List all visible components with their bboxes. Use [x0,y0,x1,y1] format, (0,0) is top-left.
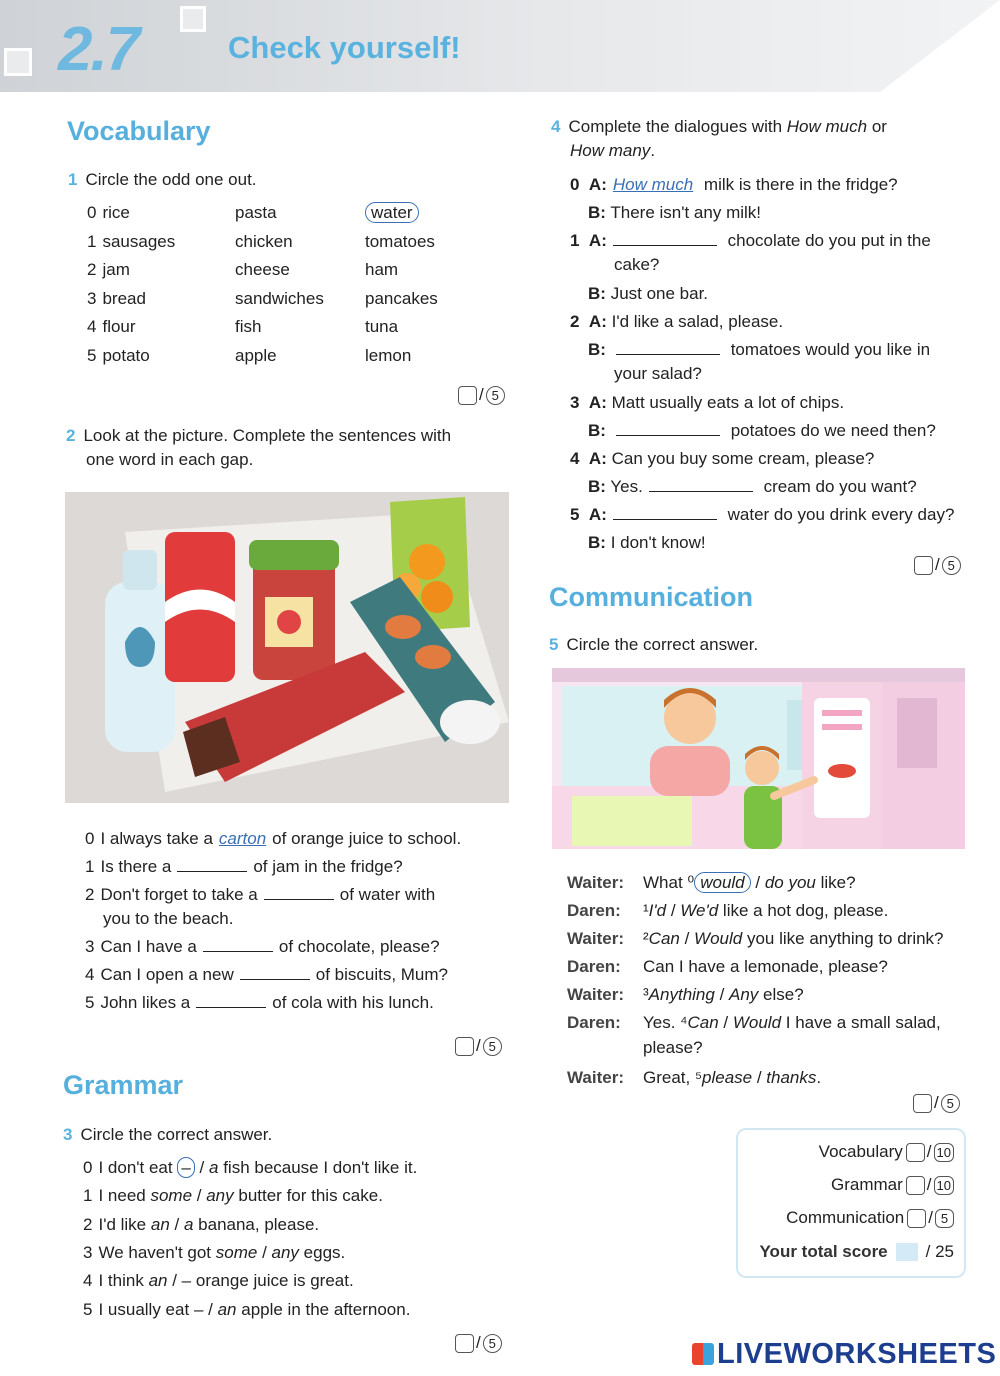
q5-line-5: Daren: Yes. ⁴Can / Would I have a small salad, [567,1013,941,1032]
q2-instruction-cont: one word in each gap. [86,450,254,469]
q4-instruction-cont: How many. [570,141,656,160]
decor-square [180,6,206,32]
option[interactable]: Any [729,985,759,1004]
option[interactable]: some [215,1242,258,1262]
header-banner [0,0,1000,92]
answer-gap[interactable] [616,421,720,436]
decor-square [4,48,32,76]
option[interactable]: an [150,1214,170,1234]
option[interactable]: an [217,1299,237,1319]
score-input-box[interactable] [914,556,933,575]
q2-sentence-0: 0 I always take a carton of orange juice to school. [85,829,462,848]
q4-dialogue-2-b-cont: your salad? [614,364,702,383]
q4-dialogue-1-b: B: Just one bar. [588,284,709,303]
q3-sentence-1: 1 I need some / any butter for this cake. [83,1186,383,1206]
total-row-score: Your total score / 25 [759,1242,954,1261]
q1-word: pasta [235,203,277,222]
option[interactable]: Would [732,1013,782,1032]
q3-instruction: 3 Circle the correct answer. [63,1125,273,1144]
score-input-box[interactable] [455,1037,474,1056]
q2-score: / 5 [455,1036,502,1056]
answer-gap[interactable] [177,857,247,872]
total-score-input[interactable] [896,1243,918,1261]
option[interactable]: a [208,1158,219,1177]
q5-line-3: Daren: Can I have a lemonade, please? [567,957,888,976]
liveworksheets-logo: LIVEWORKSHEETS [692,1338,996,1371]
q3-sentence-4: 4 I think an / – orange juice is great. [83,1271,354,1291]
q1-word: 2 jam [87,260,130,279]
q4-dialogue-5-a: 5 A: water do you drink every day? [570,505,955,524]
q5-line-5-cont: please? [643,1038,703,1057]
q5-line-4: Waiter: ³Anything / Any else? [567,985,804,1004]
option[interactable]: Anything [648,985,715,1004]
answer-gap[interactable] [264,885,334,900]
q4-dialogue-0-a: 0 A: How much milk is there in the fridge? [570,175,898,194]
option[interactable]: Can [687,1013,719,1032]
score-input-box[interactable] [906,1176,925,1195]
option[interactable]: – [177,1157,194,1178]
q2-instruction: 2 Look at the picture. Complete the sentences with [66,426,452,445]
q4-dialogue-2-a: 2 A: I'd like a salad, please. [570,312,784,331]
q1-word[interactable]: tomatoes [365,231,435,251]
q1-word: fish [235,317,262,336]
score-summary-box [736,1128,966,1278]
score-input-box[interactable] [913,1094,932,1113]
option[interactable]: any [271,1242,299,1262]
food-truck-picture [552,668,965,849]
q3-score: / 5 [455,1333,502,1353]
total-row-communication: Communication / 5 [786,1208,954,1228]
option[interactable]: thanks [766,1068,817,1087]
answer-gap[interactable] [613,231,717,246]
vocabulary-heading: Vocabulary [67,116,211,146]
score-input-box[interactable] [455,1334,474,1353]
q4-dialogue-3-a: 3 A: Matt usually eats a lot of chips. [570,393,845,412]
q2-sentence-5: 5 John likes a of cola with his lunch. [85,993,434,1012]
q4-score: / 5 [914,555,961,575]
option[interactable]: please [702,1068,753,1087]
food-picture [65,492,509,803]
q1-word[interactable]: ham [365,260,399,279]
score-input-box[interactable] [907,1209,926,1228]
answer-gap[interactable] [196,993,266,1008]
q1-word: cheese [235,260,290,279]
unit-number: 2.7 [58,15,139,84]
total-row-grammar: Grammar / 10 [831,1175,954,1195]
q4-instruction: 4 Complete the dialogues with How much or [551,117,887,136]
option[interactable]: I'd [648,901,667,920]
q3-sentence-0: 0 I don't eat – / a fish because I don't like it. [83,1158,418,1177]
option[interactable]: any [206,1186,234,1206]
q5-score: / 5 [913,1093,960,1113]
q3-sentence-5: 5 I usually eat – / an apple in the afternoon. [83,1299,411,1319]
q2-sentence-4: 4 Can I open a new of biscuits, Mum? [85,965,448,984]
q1-word[interactable]: water [365,203,419,223]
q5-line-0: Waiter: What ⁰ would / do you like? [567,873,856,892]
option[interactable]: a [183,1214,194,1234]
q5-line-1: Daren: ¹I'd / We'd like a hot dog, please. [567,901,889,920]
q1-word: chicken [235,231,293,251]
q1-word[interactable]: lemon [365,345,412,365]
q5-instruction: 5 Circle the correct answer. [549,635,759,654]
q3-sentence-2: 2 I'd like an / a banana, please. [83,1214,320,1234]
q5-line-2: Waiter: ²Can / Would you like anything to drink? [567,929,944,948]
option[interactable]: some [150,1186,193,1206]
q1-word: 0 rice [87,203,130,222]
q2-sentence-3: 3 Can I have a of chocolate, please? [85,937,440,956]
q1-word: sandwiches [235,288,324,308]
grammar-heading: Grammar [63,1070,184,1100]
q2-sentence-1: 1 Is there a of jam in the fridge? [85,857,403,876]
q1-word: 5 potato [87,345,150,365]
q4-dialogue-1-a: 1 A: chocolate do you put in the [570,231,931,250]
score-input-box[interactable] [906,1143,925,1162]
answer-gap[interactable] [240,965,310,980]
option[interactable]: We'd [680,901,719,920]
q4-dialogue-1-a-cont: cake? [614,255,660,274]
option[interactable]: Can [648,929,680,948]
q2-sentence-2-cont: you to the beach. [103,909,234,928]
q3-sentence-3: 3 We haven't got some / any eggs. [83,1242,346,1262]
option[interactable]: do you [764,873,816,892]
logo-icon [692,1343,714,1365]
q4-dialogue-0-b: B: There isn't any milk! [588,203,762,222]
q5-line-6: Waiter: Great, ⁵please / thanks. [567,1068,822,1087]
option[interactable]: Would [694,929,743,948]
q1-score: / 5 [458,385,505,405]
q4-dialogue-2-b: B: tomatoes would you like in [588,340,931,359]
answer-gap[interactable] [616,340,720,355]
answer-gap[interactable] [649,477,753,492]
q1-word: 3 bread [87,288,146,308]
q4-dialogue-5-b: B: I don't know! [588,533,706,552]
q1-word[interactable]: tuna [365,317,399,336]
total-row-vocabulary: Vocabulary / 10 [819,1142,954,1162]
answer-gap[interactable] [613,505,717,520]
q2-sentence-2: 2 Don't forget to take a of water with [85,885,436,904]
option[interactable]: an [148,1271,168,1291]
q1-word: apple [235,345,277,365]
option[interactable]: – [181,1271,192,1291]
q1-word: 4 flour [87,317,136,336]
communication-heading: Communication [549,582,754,612]
answer-gap[interactable] [203,937,273,952]
page-title: Check yourself! [228,30,461,65]
q4-dialogue-4-b: B: Yes. cream do you want? [588,477,917,496]
q4-dialogue-4-a: 4 A: Can you buy some cream, please? [570,449,875,468]
q4-dialogue-3-b: B: potatoes do we need then? [588,421,936,440]
q1-word: 1 sausages [87,231,176,251]
option[interactable]: – [193,1299,204,1319]
q1-instruction: 1 Circle the odd one out. [68,170,257,189]
score-input-box[interactable] [458,386,477,405]
option[interactable]: would [694,872,750,893]
q1-word[interactable]: pancakes [365,288,438,308]
